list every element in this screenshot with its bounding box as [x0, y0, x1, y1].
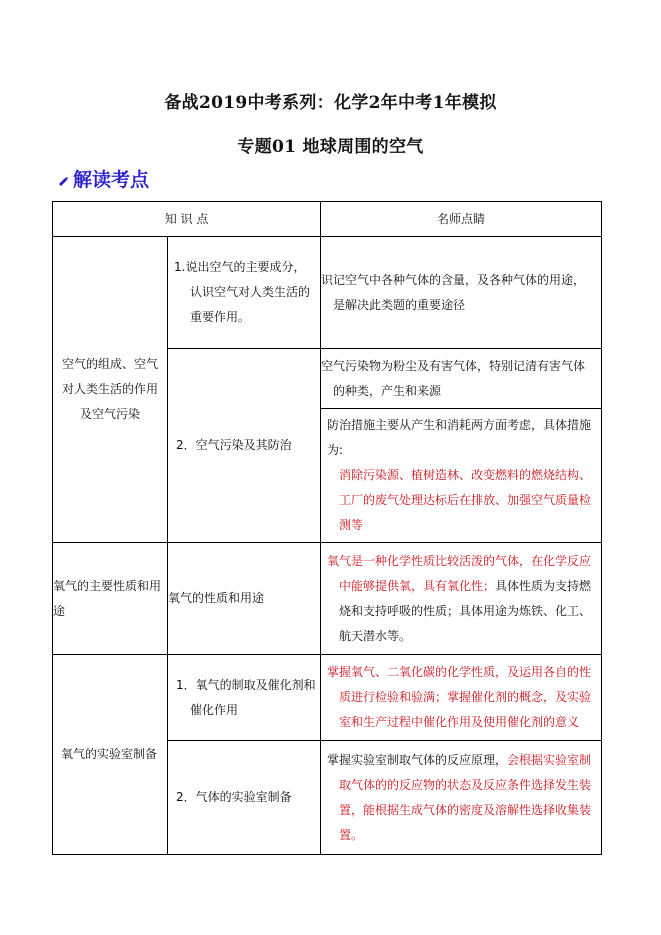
note-air-prevention	[321, 409, 602, 543]
note-gas-lab-prep	[321, 741, 602, 855]
note-air-composition: 识记空气中各种气体的含量，及各种气体的用途，是解决此类题的重要途径	[321, 237, 602, 349]
note-oxygen-properties	[321, 543, 602, 655]
table-header-row	[53, 202, 602, 237]
knowledge-table	[52, 201, 602, 855]
point-air-pollution: 2．空气污染及其防治	[168, 349, 321, 543]
table-row	[53, 655, 602, 741]
note-gas-black: 掌握实验室制取气体的反应原理，	[327, 752, 508, 767]
note-gas-red: 会根据实验室制取气体的的反应物的状态及反应条件选择发生装置，能根据生成气体的密度及溶解性选择收集装置。	[339, 752, 592, 842]
point-oxygen-preparation: 1．氧气的制取及催化剂和催化作用	[168, 655, 321, 741]
point-oxygen-properties: 氧气的性质和用途	[168, 543, 321, 655]
note-prevention-intro: 防治措施主要从产生和消耗两方面考虑，具体措施为:	[327, 418, 592, 457]
note-air-pollutants: 空气污染物为粉尘及有害气体，特别记清有害气体的种类，产生和来源	[321, 349, 602, 409]
topic-oxygen-properties: 氧气的主要性质和用途	[53, 543, 168, 655]
note-oxygen-red: 氧气是一种化学性质比较活泼的气体，在化学反应中能够提供氧，具有氧化性；	[327, 553, 592, 593]
point-gas-lab-prep: 2．气体的实验室制备	[168, 741, 321, 855]
topic-air: 空气的组成、空气对人类生活的作用及空气污染	[53, 237, 168, 543]
table-row	[53, 543, 602, 655]
pen-arrow-icon	[58, 176, 70, 186]
section-label: 解读考点	[73, 169, 150, 191]
col-header-notes: 名师点睛	[321, 202, 602, 237]
section-heading	[58, 165, 149, 192]
note-prevention-measures: 消除污染源、植树造林、改变燃料的燃烧结构、工厂的废气处理达标后在排放、加强空气质量检测等	[339, 468, 592, 532]
col-header-knowledge: 知 识 点	[53, 202, 321, 237]
document-subtitle: 专题01 地球周围的空气	[237, 137, 424, 157]
table-row	[53, 237, 602, 349]
note-oxygen-black: 具体性质为支持燃烧和支持呼吸的性质；具体用途为炼铁、化工、航天潜水等。	[339, 578, 592, 643]
note-oxygen-preparation: 掌握氧气、二氧化碳的化学性质，及运用各自的性质进行检验和验满；掌握催化剂的概念，及实验室和生产过程中催化作用及使用催化剂的意义	[321, 655, 602, 741]
document-title: 备战2019中考系列：化学2年中考1年模拟	[164, 93, 497, 113]
topic-oxygen-lab: 氧气的实验室制备	[53, 655, 168, 855]
point-air-composition: 1.说出空气的主要成分，认识空气对人类生活的重要作用。	[168, 237, 321, 349]
